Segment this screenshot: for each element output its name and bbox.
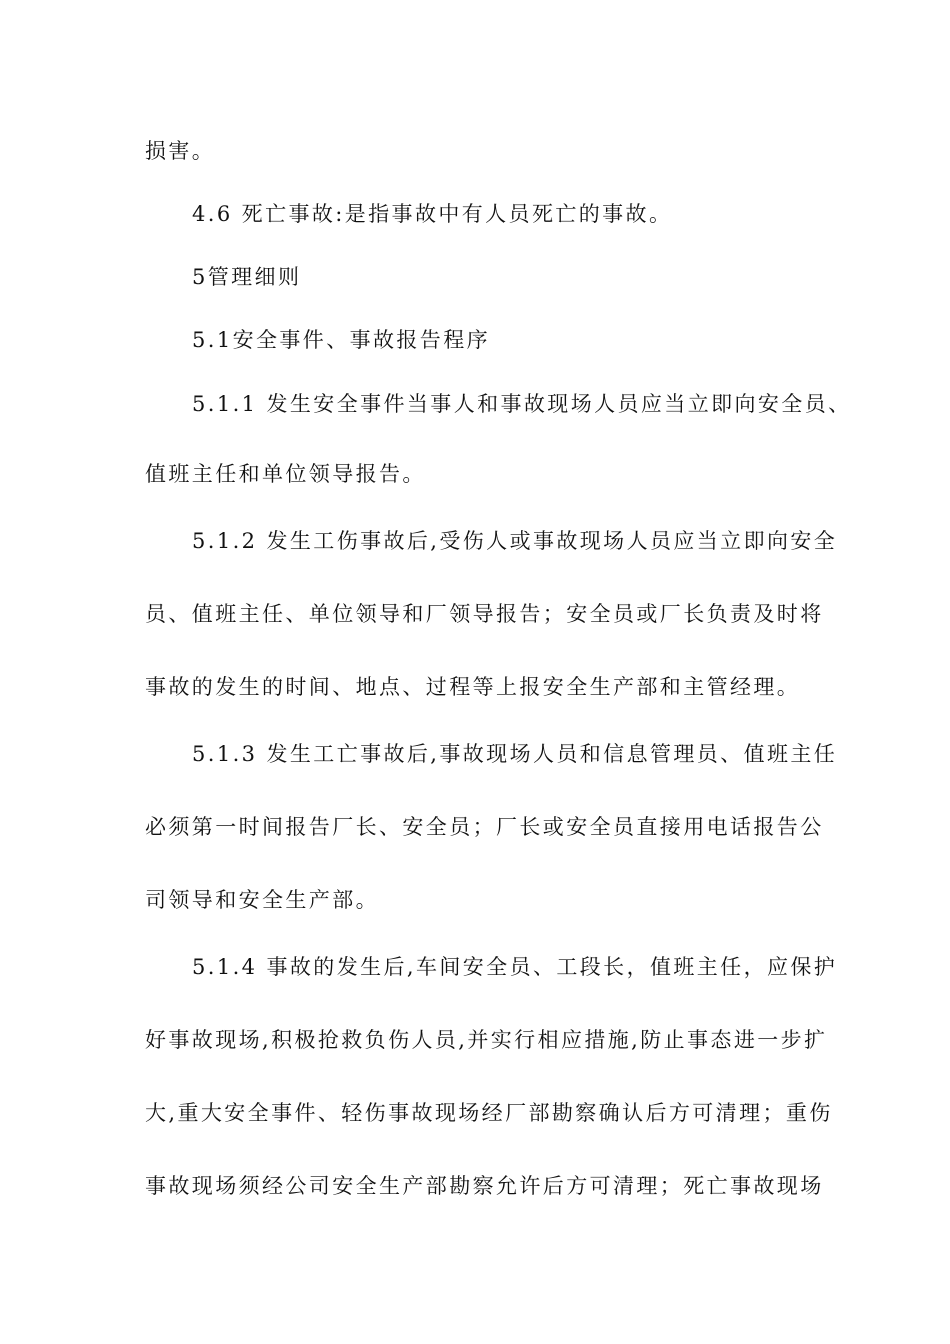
text-line: 5.1.4 事故的发生后,车间安全员、工段长，值班主任，应保护 (192, 955, 838, 979)
text-line: 损害。 (145, 139, 216, 163)
text-line: 5.1.3 发生工亡事故后,事故现场人员和信息管理员、值班主任 (192, 742, 838, 766)
text-line: 员、值班主任、单位领导和厂领导报告；安全员或厂长负责及时将 (145, 602, 824, 626)
text-line: 事故的发生的时间、地点、过程等上报安全生产部和主管经理。 (145, 675, 801, 699)
text-line: 大,重大安全事件、轻伤事故现场经厂部勘察确认后方可清理；重伤 (145, 1101, 833, 1125)
section-heading: 5管理细则 (192, 265, 302, 289)
text-line: 事故现场须经公司安全生产部勘察允许后方可清理；死亡事故现场 (145, 1174, 824, 1198)
text-line: 4.6 死亡事故:是指事故中有人员死亡的事故。 (192, 202, 673, 226)
text-line: 好事故现场,积极抢救负伤人员,并实行相应措施,防止事态进一步扩 (145, 1028, 828, 1052)
text-line: 值班主任和单位领导报告。 (145, 462, 426, 486)
text-line: 5.1.2 发生工伤事故后,受伤人或事故现场人员应当立即向安全 (192, 529, 838, 553)
text-line: 5.1.1 发生安全事件当事人和事故现场人员应当立即向安全员、 (192, 392, 852, 416)
text-line: 必须第一时间报告厂长、安全员；厂长或安全员直接用电话报告公 (145, 815, 824, 839)
text-line: 司领导和安全生产部。 (145, 888, 379, 912)
subsection-heading: 5.1安全事件、事故报告程序 (192, 328, 490, 352)
